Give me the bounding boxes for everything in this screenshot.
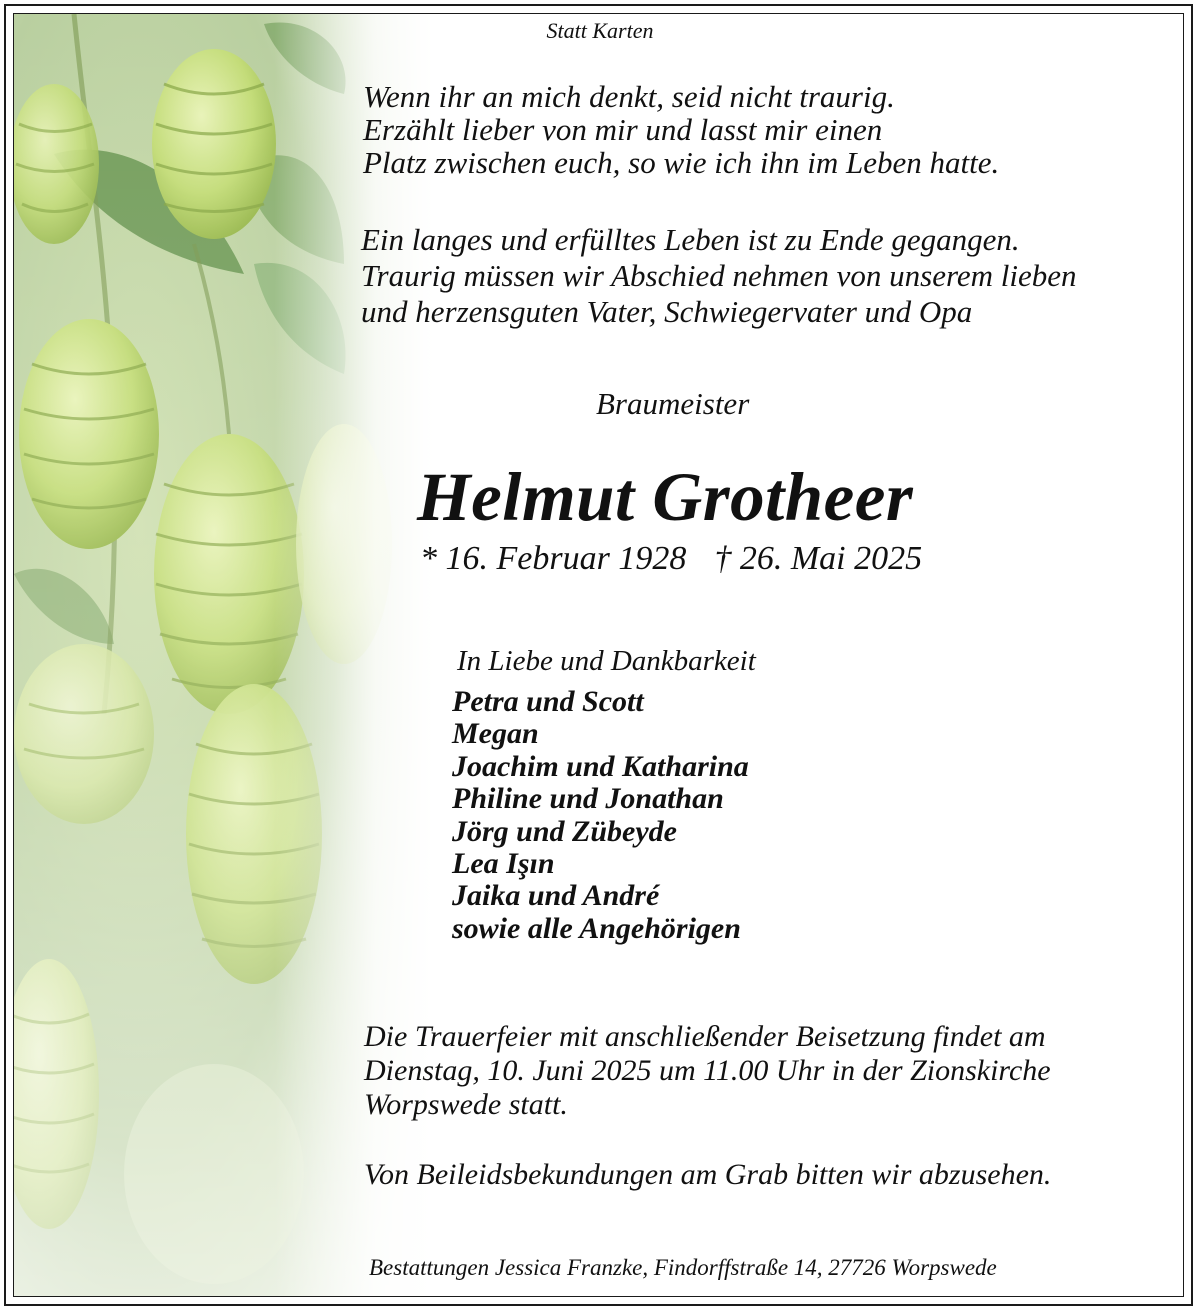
poem-line: Wenn ihr an mich denkt, seid nicht traurig. (363, 79, 895, 114)
life-dates (420, 540, 922, 578)
service-line: Worpswede statt. (364, 1088, 568, 1121)
profession-title: Braumeister (596, 386, 750, 421)
thanks-line: In Liebe und Dankbarkeit (457, 645, 756, 677)
mourner-name: Jaika und André (452, 879, 660, 913)
intro-line: Traurig müssen wir Abschied nehmen von unserem lieben (361, 258, 1077, 293)
deceased-name: Helmut Grotheer (417, 459, 914, 535)
poem-line: Platz zwischen euch, so wie ich ihn im Leben hatte. (363, 145, 1000, 180)
header-statt-karten: Statt Karten (546, 18, 654, 43)
mourner-name: Jörg und Zübeyde (452, 814, 677, 848)
mourner-name: Petra und Scott (452, 685, 644, 718)
mourners-list (452, 686, 749, 945)
birth-date: * 16. Februar 1928 (420, 540, 687, 577)
mourner-name: sowie alle Angehörigen (452, 911, 741, 945)
mourner-name: Megan (452, 717, 539, 751)
poem-line: Erzählt lieber von mir und lasst mir einen (363, 112, 883, 147)
service-line: Die Trauerfeier mit anschließender Beisetzung findet am (364, 1020, 1046, 1053)
intro-line: Ein langes und erfülltes Leben ist zu Ende gegangen. (361, 222, 1020, 257)
mourner-name: Philine und Jonathan (452, 782, 724, 816)
mourner-name: Lea Işın (452, 847, 555, 881)
condolence-request: Von Beileidsbekundungen am Grab bitten wir abzusehen. (364, 1158, 1052, 1191)
service-line: Dienstag, 10. Juni 2025 um 11.00 Uhr in der Zionskirche (364, 1054, 1051, 1087)
mourner-name: Joachim und Katharina (452, 749, 749, 783)
funeral-service-info (364, 1020, 1051, 1122)
intro-text (361, 222, 1077, 330)
poem-verse (363, 80, 999, 179)
funeral-home-footer: Bestattungen Jessica Franzke, Findorffstraße 14, 27726 Worpswede (369, 1255, 997, 1280)
death-date: † 26. Mai 2025 (714, 540, 923, 577)
intro-line: und herzensguten Vater, Schwiegervater und Opa (361, 294, 973, 329)
